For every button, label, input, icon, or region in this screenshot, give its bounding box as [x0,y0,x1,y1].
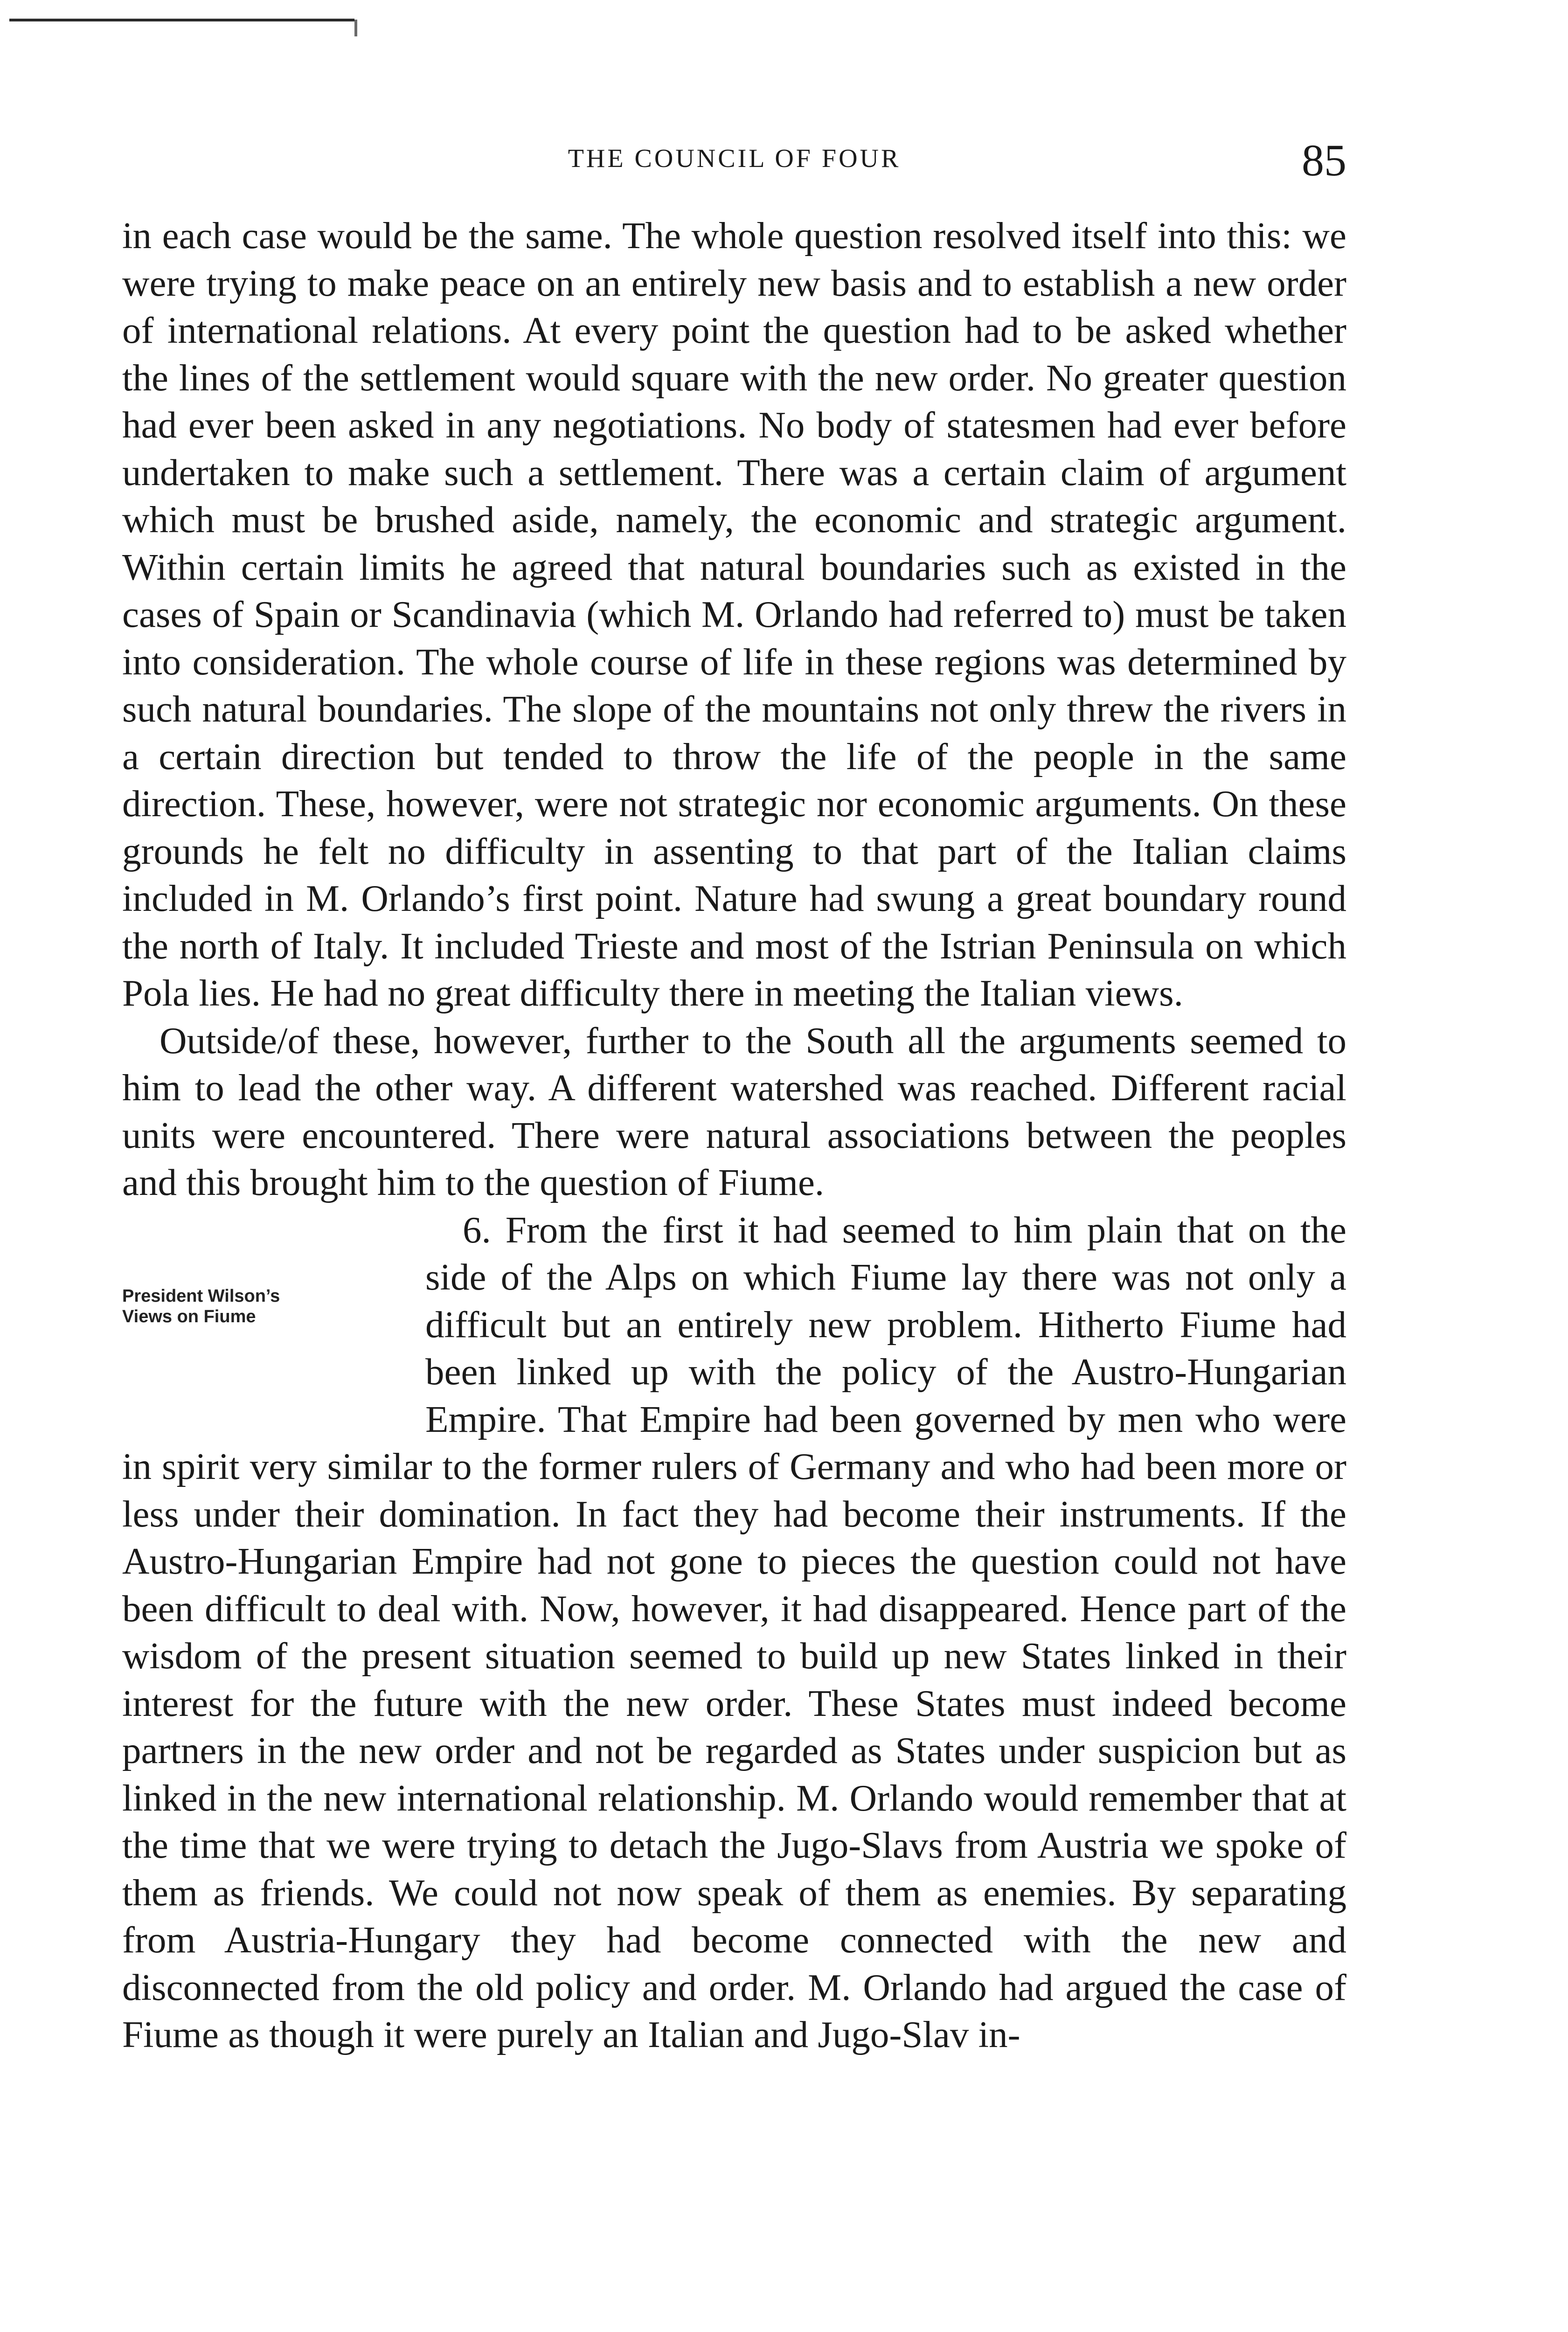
paragraph-2: Outside/of these, however, further to the South all the arguments seemed to him to lead the other way. A different watershed was reached. Different racial units were encountered. There were natural associations between the peoples and this brought him to the question of Fiume. [122,1019,1346,1203]
margin-note [122,1207,388,1400]
running-header [122,135,1346,190]
margin-note-line-1: President Wilson’s [122,1286,280,1306]
running-title: THE COUNCIL OF FOUR [568,144,901,173]
body-text [122,212,1346,2059]
page-number: 85 [1302,135,1346,185]
paragraph-1: in each case would be the same. The whole question resolved itself into this: we were trying to make peace on an entirely new basis and to establish a new order of international relations. At every point the question had to be asked whether the lines of the settlement would square with the new order. No greater question had ever been asked in any negotiations. No body of statesmen had ever before undertaken to make such a settlement. There was a certain claim of argument which must be brushed aside, namely, the economic and strategic argument. Within certain limits he agreed that natural boundaries such as existed in the cases of Spain or Scandinavia (which M. Orlando had referred to) must be taken into consideration. The whole course of life in these regions was determined by such natural boundaries. The slope of the mountains not only threw the rivers in a certain direction but tended to throw the life of the people in the same direction. These, however, were not strategic nor economic arguments. On these grounds he felt no difficulty in assenting to that part of the Italian claims included in M. Orlando’s first point. Nature had swung a great boundary round the north of Italy. It included Trieste and most of the Istrian Peninsula on which Pola lies. He had no great difficulty there in meeting the Italian views. [122,215,1346,1014]
top-rule [9,19,354,21]
paragraph-3: 6. From the first it had seemed to him plain that on the side of the Alps on which Fiume lay there was not only a difficult but an entirely new problem. Hitherto Fiume had been linked up with the policy of the Austro-Hungarian Empire. That Empire had been governed by men who were in spirit very similar to the former rulers of Germany and who had been more or less under their domination. In fact they had become their instruments. If the Austro-Hungarian Empire had not gone to pieces the question could not have been difficult to deal with. Now, however, it had disappeared. Hence part of the wisdom of the present situation seemed to build up new States linked in their interest for the future with the new order. These States must indeed become partners in the new order and not be regarded as States under suspicion but as linked in the new international relationship. M. Orlando would remember that at the time that we were trying to detach the Jugo-Slavs from Austria we spoke of them as friends. We could not now speak of them as enemies. By separating from Austria-Hungary they had become connected with the new and disconnected from the old policy and order. M. Orlando had argued the case of Fiume as though it were purely an Italian and Jugo-Slav in- [122,1208,1346,2055]
margin-note-line-2: Views on Fiume [122,1306,256,1326]
top-rule-tail [354,20,357,36]
